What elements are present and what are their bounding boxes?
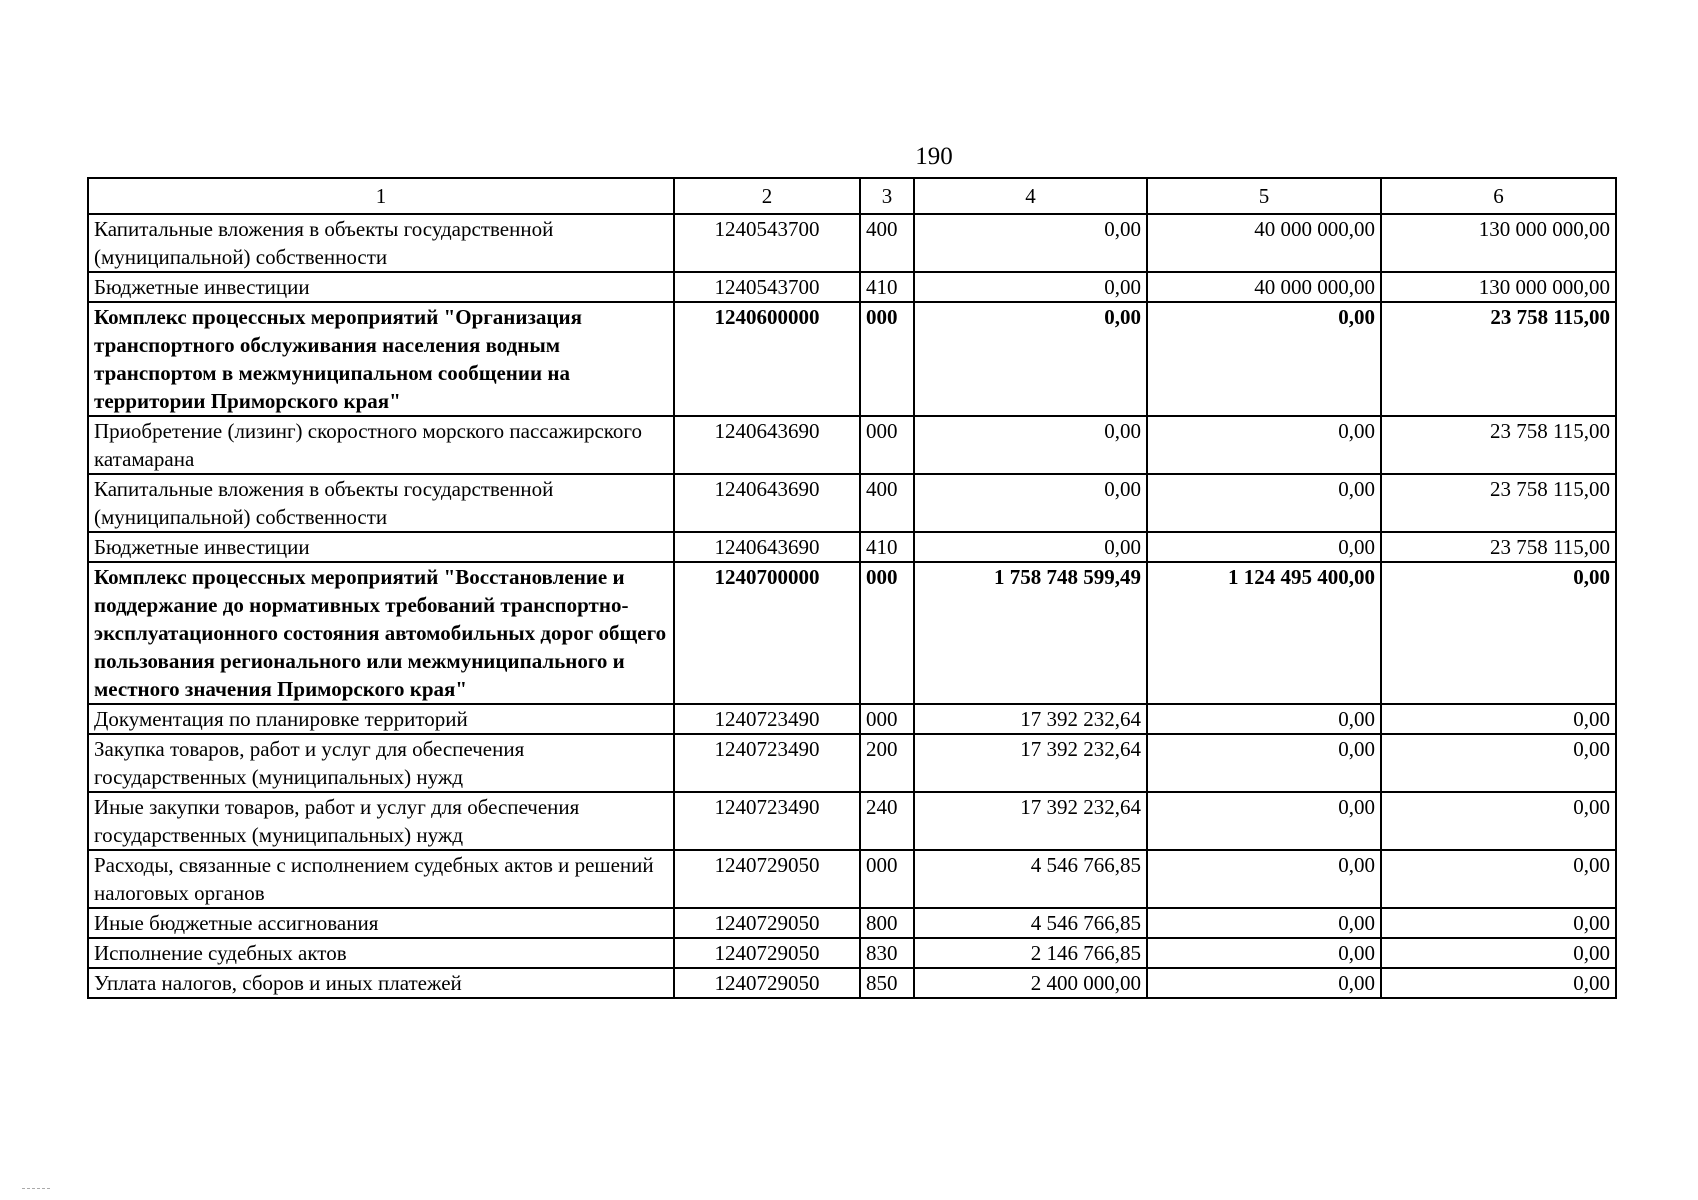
row-value-col6: 130 000 000,00	[1381, 214, 1616, 272]
row-value-col4: 0,00	[914, 214, 1147, 272]
table-row	[88, 416, 1616, 474]
row-kvr-cell: 000	[860, 416, 914, 474]
row-name-cell: Закупка товаров, работ и услуг для обеспечения государственных (муниципальных) нужд	[88, 734, 674, 792]
row-value-col6: 0,00	[1381, 734, 1616, 792]
row-code-cell: 1240729050	[674, 908, 860, 938]
header-row	[88, 178, 1616, 214]
budget-table	[87, 177, 1617, 999]
table-row	[88, 850, 1616, 908]
row-value-col6: 0,00	[1381, 562, 1616, 704]
row-value-col6: 0,00	[1381, 704, 1616, 734]
row-value-col4: 4 546 766,85	[914, 850, 1147, 908]
table-body	[88, 214, 1616, 998]
row-value-col6: 0,00	[1381, 792, 1616, 850]
row-code-cell: 1240643690	[674, 474, 860, 532]
row-code-cell: 1240543700	[674, 214, 860, 272]
row-kvr-cell: 400	[860, 214, 914, 272]
row-value-col4: 0,00	[914, 302, 1147, 416]
row-value-col6: 23 758 115,00	[1381, 416, 1616, 474]
row-name-cell: Комплекс процессных мероприятий "Организация транспортного обслуживания населения водным транспортом в межмуниципальном сообщении на территории Приморского края"	[88, 302, 674, 416]
row-code-cell: 1240643690	[674, 532, 860, 562]
table-row	[88, 734, 1616, 792]
table-row	[88, 272, 1616, 302]
row-code-cell: 1240700000	[674, 562, 860, 704]
row-name-cell: Бюджетные инвестиции	[88, 272, 674, 302]
row-value-col6: 0,00	[1381, 908, 1616, 938]
row-kvr-cell: 410	[860, 272, 914, 302]
row-code-cell: 1240723490	[674, 734, 860, 792]
row-value-col5: 0,00	[1147, 474, 1381, 532]
scan-mark	[22, 1188, 50, 1189]
page-number: 190	[915, 143, 953, 170]
row-kvr-cell: 410	[860, 532, 914, 562]
row-name-cell: Капитальные вложения в объекты государственной (муниципальной) собственности	[88, 214, 674, 272]
table-row	[88, 908, 1616, 938]
row-value-col4: 0,00	[914, 416, 1147, 474]
row-kvr-cell: 200	[860, 734, 914, 792]
row-value-col6: 23 758 115,00	[1381, 474, 1616, 532]
row-value-col5: 0,00	[1147, 532, 1381, 562]
row-kvr-cell: 830	[860, 938, 914, 968]
table-row	[88, 302, 1616, 416]
row-value-col6: 130 000 000,00	[1381, 272, 1616, 302]
row-value-col6: 23 758 115,00	[1381, 532, 1616, 562]
row-value-col4: 4 546 766,85	[914, 908, 1147, 938]
row-kvr-cell: 400	[860, 474, 914, 532]
header-col-3: 3	[860, 178, 914, 214]
row-value-col6: 0,00	[1381, 850, 1616, 908]
row-code-cell: 1240643690	[674, 416, 860, 474]
row-value-col5: 0,00	[1147, 968, 1381, 998]
row-value-col5: 0,00	[1147, 938, 1381, 968]
row-name-cell: Иные бюджетные ассигнования	[88, 908, 674, 938]
header-col-1: 1	[88, 178, 674, 214]
table-row	[88, 938, 1616, 968]
row-value-col5: 0,00	[1147, 416, 1381, 474]
table-row	[88, 214, 1616, 272]
row-name-cell: Капитальные вложения в объекты государственной (муниципальной) собственности	[88, 474, 674, 532]
row-kvr-cell: 240	[860, 792, 914, 850]
row-value-col5: 0,00	[1147, 792, 1381, 850]
header-col-6: 6	[1381, 178, 1616, 214]
row-value-col5: 0,00	[1147, 734, 1381, 792]
row-value-col5: 40 000 000,00	[1147, 272, 1381, 302]
row-code-cell: 1240729050	[674, 850, 860, 908]
row-name-cell: Комплекс процессных мероприятий "Восстановление и поддержание до нормативных требований транспортно-эксплуатационного состояния автомобильных дорог общего пользования регионального или межмуниципального и местного значения Приморского края"	[88, 562, 674, 704]
table-row	[88, 474, 1616, 532]
row-value-col4: 17 392 232,64	[914, 792, 1147, 850]
row-value-col4: 2 400 000,00	[914, 968, 1147, 998]
row-value-col5: 1 124 495 400,00	[1147, 562, 1381, 704]
table-row	[88, 792, 1616, 850]
row-value-col5: 40 000 000,00	[1147, 214, 1381, 272]
table-header	[88, 178, 1616, 214]
row-kvr-cell: 000	[860, 302, 914, 416]
table-row	[88, 704, 1616, 734]
row-name-cell: Исполнение судебных актов	[88, 938, 674, 968]
row-kvr-cell: 850	[860, 968, 914, 998]
header-col-5: 5	[1147, 178, 1381, 214]
row-code-cell: 1240723490	[674, 704, 860, 734]
row-value-col4: 0,00	[914, 474, 1147, 532]
header-col-4: 4	[914, 178, 1147, 214]
row-kvr-cell: 800	[860, 908, 914, 938]
row-name-cell: Бюджетные инвестиции	[88, 532, 674, 562]
row-code-cell: 1240543700	[674, 272, 860, 302]
table-row	[88, 532, 1616, 562]
row-code-cell: 1240729050	[674, 938, 860, 968]
row-value-col5: 0,00	[1147, 704, 1381, 734]
row-value-col6: 23 758 115,00	[1381, 302, 1616, 416]
row-value-col5: 0,00	[1147, 908, 1381, 938]
table-row	[88, 562, 1616, 704]
row-value-col6: 0,00	[1381, 968, 1616, 998]
row-code-cell: 1240729050	[674, 968, 860, 998]
row-kvr-cell: 000	[860, 704, 914, 734]
row-code-cell: 1240600000	[674, 302, 860, 416]
row-name-cell: Расходы, связанные с исполнением судебных актов и решений налоговых органов	[88, 850, 674, 908]
row-name-cell: Документация по планировке территорий	[88, 704, 674, 734]
row-value-col4: 0,00	[914, 532, 1147, 562]
header-col-2: 2	[674, 178, 860, 214]
row-value-col4: 17 392 232,64	[914, 734, 1147, 792]
row-value-col4: 0,00	[914, 272, 1147, 302]
row-name-cell: Приобретение (лизинг) скоростного морского пассажирского катамарана	[88, 416, 674, 474]
row-value-col4: 1 758 748 599,49	[914, 562, 1147, 704]
row-name-cell: Иные закупки товаров, работ и услуг для обеспечения государственных (муниципальных) нужд	[88, 792, 674, 850]
row-kvr-cell: 000	[860, 850, 914, 908]
row-code-cell: 1240723490	[674, 792, 860, 850]
row-value-col5: 0,00	[1147, 302, 1381, 416]
row-value-col4: 17 392 232,64	[914, 704, 1147, 734]
row-kvr-cell: 000	[860, 562, 914, 704]
row-name-cell: Уплата налогов, сборов и иных платежей	[88, 968, 674, 998]
row-value-col6: 0,00	[1381, 938, 1616, 968]
table-row	[88, 968, 1616, 998]
row-value-col5: 0,00	[1147, 850, 1381, 908]
row-value-col4: 2 146 766,85	[914, 938, 1147, 968]
